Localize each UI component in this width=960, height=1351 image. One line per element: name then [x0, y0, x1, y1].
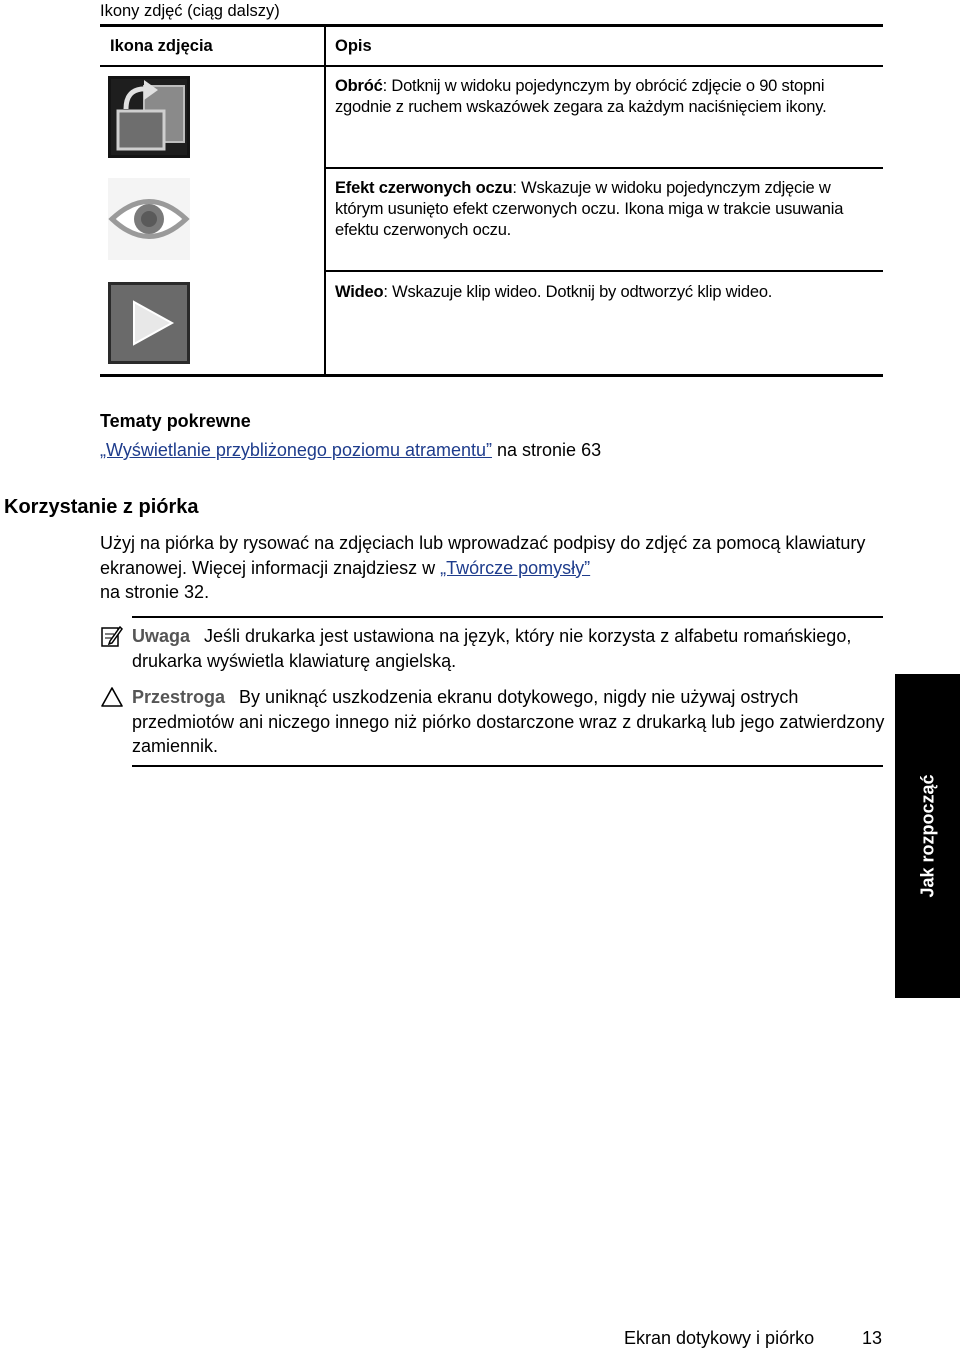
note-label: Uwaga	[132, 626, 191, 646]
note-pencil-icon	[101, 625, 123, 647]
caution-label: Przestroga	[132, 687, 226, 707]
row-rotate-description	[335, 76, 880, 118]
red-eye-icon	[108, 178, 190, 260]
row-rotate-text: : Dotknij w widoku pojedynczym by obrócić zdjęcie o 90 stopni zgodnie z ruchem wskazówek zegara za każdym naciśnięciem ikony.	[335, 77, 827, 116]
row-rotate-term: Obróć	[335, 77, 383, 95]
related-topics-heading: Tematy pokrewne	[100, 411, 251, 431]
row-separator	[325, 270, 883, 272]
note-text: Jeśli drukarka jest ustawiona na język, który nie korzysta z alfabetu romańskiego, drukarka wyświetla klawiaturę angielską.	[132, 626, 852, 671]
chapter-side-tab	[895, 674, 960, 998]
footer-page-number: 13	[862, 1328, 883, 1348]
row-video-description	[335, 282, 880, 303]
para-text-after: na stronie 32.	[100, 582, 210, 602]
related-ink-level-link[interactable]: „Wyświetlanie przybliżonego poziomu atramentu”	[100, 440, 493, 460]
row-video-text: : Wskazuje klip wideo. Dotknij by odtworzyć klip wideo.	[383, 283, 773, 301]
creative-ideas-link[interactable]: „Twórcze pomysły”	[440, 557, 591, 578]
para-text-before: Użyj na piórka by rysować na zdjęciach lub wprowadzać podpisy do zdjęć za pomocą klawiatury ekranowej. Więcej informacji znajdziesz w	[100, 533, 866, 578]
table-header-description: Opis	[335, 37, 372, 55]
row-redeye-text: : Wskazuje w widoku pojedynczym zdjęcie w którym usunięto efekt czerwonych oczu. Ikona miga w trakcie usuwania efektu czerwonych oczu.	[335, 179, 844, 239]
footer-section-name: Ekran dotykowy i piórko	[624, 1328, 815, 1348]
note-bottom-rule	[132, 765, 883, 767]
rotate-icon	[108, 76, 190, 158]
table-bottom-rule	[100, 374, 883, 377]
caution-block	[132, 685, 892, 759]
video-play-icon	[108, 282, 190, 364]
section-title: Korzystanie z piórka	[4, 496, 199, 518]
table-header-rule	[100, 65, 883, 67]
note-top-rule	[132, 616, 883, 618]
row-separator	[325, 167, 883, 169]
chapter-side-tab-label: Jak rozpocząć	[917, 774, 937, 898]
section-paragraph	[100, 531, 890, 605]
caution-triangle-icon	[101, 686, 123, 708]
table-header-icon: Ikona zdjęcia	[110, 37, 213, 55]
related-topics-entry	[100, 440, 601, 461]
row-video-term: Wideo	[335, 283, 384, 301]
row-redeye-term: Efekt czerwonych oczu	[335, 179, 513, 197]
related-page-ref: na stronie 63	[492, 440, 602, 460]
note-block	[132, 624, 892, 673]
row-redeye-description	[335, 178, 880, 241]
table-top-rule	[100, 24, 883, 27]
caution-text: By uniknąć uszkodzenia ekranu dotykowego, nigdy nie używaj ostrych przedmiotów ani niczego innego niż piórko dostarczone wraz z drukarką lub jego zatwierdzony zamiennik.	[132, 687, 885, 756]
table-title: Ikony zdjęć (ciąg dalszy)	[100, 2, 280, 20]
table-column-divider	[324, 27, 326, 376]
